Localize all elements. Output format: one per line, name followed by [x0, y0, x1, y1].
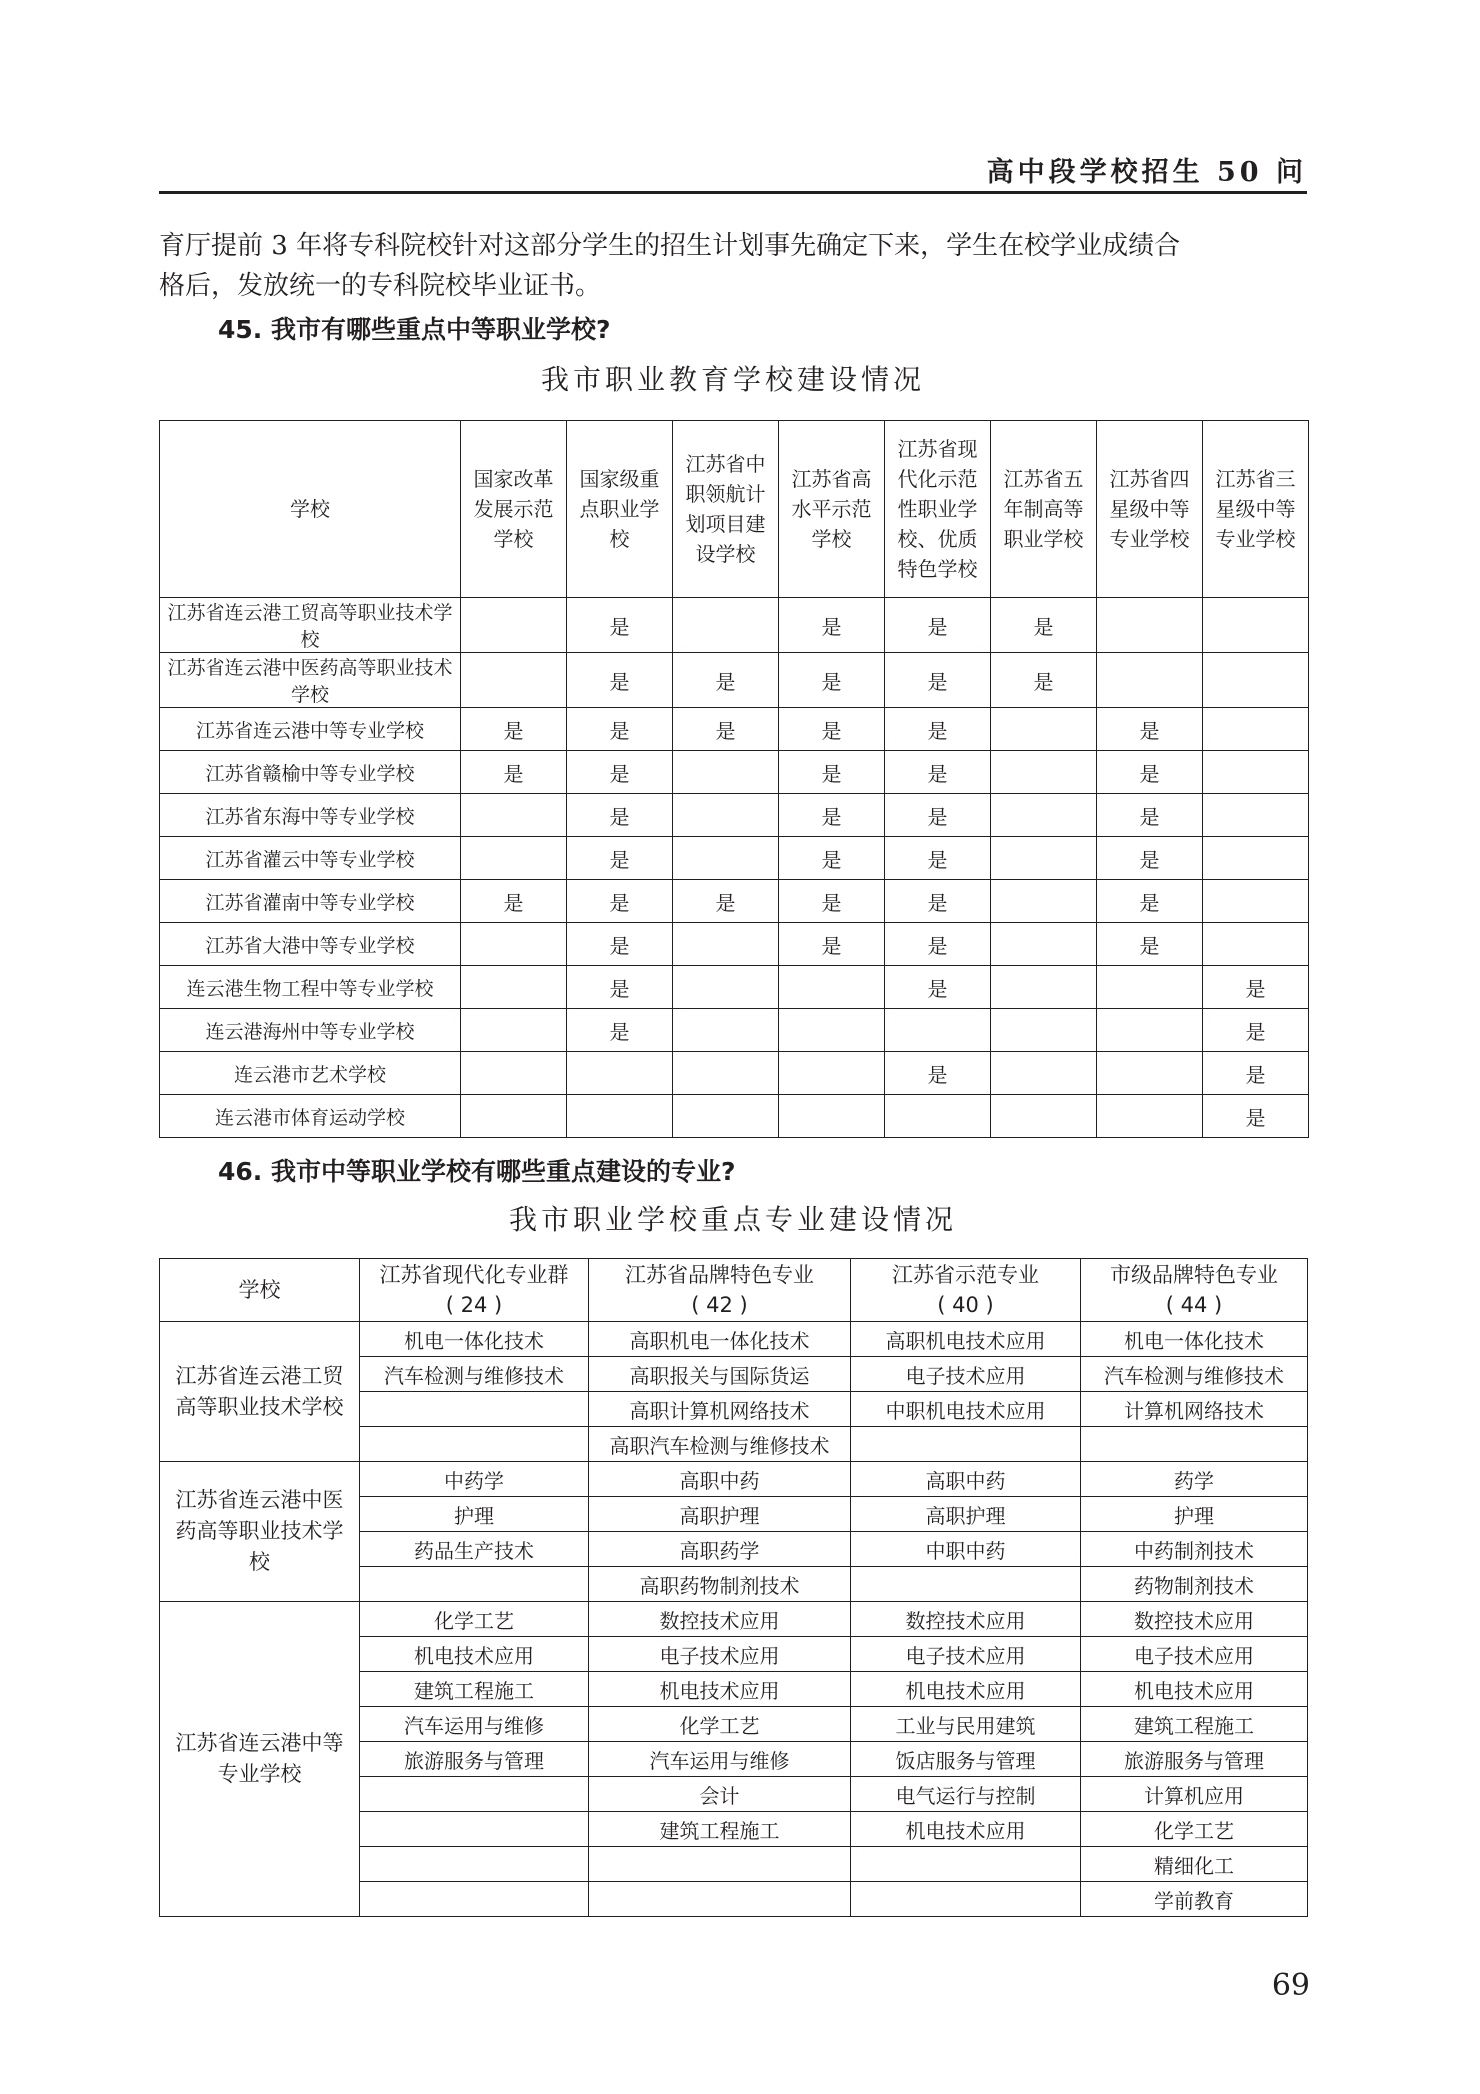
column-header-label: 江苏省四星级中等专业学校	[1109, 467, 1190, 551]
designation-cell: 是	[991, 598, 1097, 653]
column-header-label: 江苏省示范专业	[892, 1263, 1039, 1287]
column-header	[160, 421, 461, 598]
major-cell: 高职汽车检测与维修技术	[589, 1427, 851, 1462]
designation-cell: 是	[779, 751, 885, 794]
designation-cell	[673, 966, 779, 1009]
designation-cell	[779, 1052, 885, 1095]
table-row	[160, 966, 1309, 1009]
column-header-label: 国家改革发展示范学校	[473, 467, 554, 551]
designation-cell	[1203, 598, 1309, 653]
school-name-cell: 江苏省连云港工贸高等职业技术学校	[160, 1322, 360, 1462]
school-name-cell: 连云港生物工程中等专业学校	[160, 966, 461, 1009]
designation-cell: 是	[885, 708, 991, 751]
column-header	[567, 421, 673, 598]
column-header-label: 江苏省高水平示范学校	[791, 467, 872, 551]
major-cell: 药物制剂技术	[1081, 1567, 1308, 1602]
designation-cell	[885, 1095, 991, 1138]
major-cell: 建筑工程施工	[1081, 1707, 1308, 1742]
major-cell	[360, 1847, 589, 1882]
major-cell: 化学工艺	[360, 1602, 589, 1637]
major-cell: 高职药学	[589, 1532, 851, 1567]
table-row	[160, 1095, 1309, 1138]
column-header-label: 江苏省品牌特色专业	[625, 1263, 814, 1287]
designation-cell	[991, 1095, 1097, 1138]
major-cell	[360, 1392, 589, 1427]
school-name-cell: 江苏省灌南中等专业学校	[160, 880, 461, 923]
major-cell: 电气运行与控制	[851, 1777, 1081, 1812]
designation-cell: 是	[779, 794, 885, 837]
designation-cell: 是	[779, 923, 885, 966]
school-name-cell: 连云港市体育运动学校	[160, 1095, 461, 1138]
major-cell: 中药学	[360, 1462, 589, 1497]
major-cell: 机电技术应用	[589, 1672, 851, 1707]
designation-cell: 是	[1097, 708, 1203, 751]
major-cell: 精细化工	[1081, 1847, 1308, 1882]
designation-cell	[1203, 923, 1309, 966]
school-name-cell: 江苏省大港中等专业学校	[160, 923, 461, 966]
major-cell: 中职机电技术应用	[851, 1392, 1081, 1427]
major-cell: 旅游服务与管理	[360, 1742, 589, 1777]
designation-cell	[991, 966, 1097, 1009]
column-header	[1081, 1259, 1308, 1322]
major-cell: 汽车检测与维修技术	[360, 1357, 589, 1392]
designation-cell: 是	[461, 708, 567, 751]
designation-cell	[461, 1009, 567, 1052]
designation-cell	[1203, 751, 1309, 794]
major-cell: 高职药物制剂技术	[589, 1567, 851, 1602]
designation-cell: 是	[1097, 880, 1203, 923]
designation-cell: 是	[1203, 1095, 1309, 1138]
major-cell	[589, 1847, 851, 1882]
column-header	[673, 421, 779, 598]
designation-cell: 是	[567, 880, 673, 923]
column-header-label: 江苏省三星级中等专业学校	[1215, 467, 1296, 551]
designation-cell: 是	[885, 751, 991, 794]
designation-cell	[991, 837, 1097, 880]
designation-cell: 是	[779, 708, 885, 751]
designation-cell	[1203, 794, 1309, 837]
designation-cell: 是	[567, 794, 673, 837]
major-cell: 高职机电技术应用	[851, 1322, 1081, 1357]
table-row	[160, 708, 1309, 751]
major-cell: 旅游服务与管理	[1081, 1742, 1308, 1777]
table-row	[160, 1602, 1308, 1637]
designation-cell: 是	[461, 880, 567, 923]
column-header-count: ( 40 )	[937, 1293, 994, 1317]
designation-cell: 是	[779, 880, 885, 923]
major-cell: 机电技术应用	[1081, 1672, 1308, 1707]
column-header	[779, 421, 885, 598]
major-cell	[360, 1567, 589, 1602]
major-cell	[360, 1882, 589, 1917]
column-header-label: 国家级重点职业学校	[579, 467, 660, 551]
table-row	[160, 653, 1309, 708]
designation-cell: 是	[1097, 751, 1203, 794]
major-cell: 中职中药	[851, 1532, 1081, 1567]
major-cell: 中药制剂技术	[1081, 1532, 1308, 1567]
major-cell: 高职报关与国际货运	[589, 1357, 851, 1392]
designation-cell: 是	[885, 794, 991, 837]
designation-cell	[461, 794, 567, 837]
major-cell: 计算机应用	[1081, 1777, 1308, 1812]
column-header	[589, 1259, 851, 1322]
designation-cell: 是	[567, 1009, 673, 1052]
column-header-label: 学校	[290, 497, 330, 521]
designation-cell	[1097, 598, 1203, 653]
designation-cell: 是	[779, 653, 885, 708]
designation-cell: 是	[1097, 837, 1203, 880]
table-header-row	[160, 1259, 1308, 1322]
designation-cell: 是	[1097, 923, 1203, 966]
major-cell: 高职中药	[589, 1462, 851, 1497]
column-header	[360, 1259, 589, 1322]
designation-cell	[991, 1009, 1097, 1052]
column-header-label: 江苏省现代化示范性职业学校、优质特色学校	[897, 437, 978, 581]
designation-cell	[1097, 1095, 1203, 1138]
designation-cell	[779, 1009, 885, 1052]
column-header	[885, 421, 991, 598]
designation-cell: 是	[885, 653, 991, 708]
school-name-cell: 连云港市艺术学校	[160, 1052, 461, 1095]
designation-cell	[673, 1052, 779, 1095]
major-cell: 数控技术应用	[589, 1602, 851, 1637]
designation-cell	[991, 880, 1097, 923]
column-header-label: 市级品牌特色专业	[1110, 1263, 1278, 1287]
table1-title: 我市职业教育学校建设情况	[540, 363, 925, 396]
designation-cell: 是	[1097, 794, 1203, 837]
designation-cell	[673, 923, 779, 966]
major-cell: 电子技术应用	[1081, 1637, 1308, 1672]
column-header-count: ( 44 )	[1165, 1293, 1223, 1317]
designation-cell	[991, 708, 1097, 751]
designation-cell	[1203, 880, 1309, 923]
column-header	[851, 1259, 1081, 1322]
paragraph-line: 格后，发放统一的专科院校毕业证书。	[159, 271, 602, 301]
designation-cell: 是	[885, 880, 991, 923]
designation-cell: 是	[567, 598, 673, 653]
designation-cell	[567, 1095, 673, 1138]
designation-cell	[673, 794, 779, 837]
page-number: 69	[1271, 1968, 1310, 2003]
major-cell: 机电技术应用	[360, 1637, 589, 1672]
designation-cell: 是	[567, 837, 673, 880]
designation-cell	[461, 923, 567, 966]
major-cell	[360, 1427, 589, 1462]
major-cell	[360, 1777, 589, 1812]
major-cell: 机电技术应用	[851, 1812, 1081, 1847]
major-cell: 机电技术应用	[851, 1672, 1081, 1707]
table-row	[160, 1052, 1309, 1095]
school-name-cell: 江苏省赣榆中等专业学校	[160, 751, 461, 794]
designation-cell	[1097, 1009, 1203, 1052]
designation-cell	[673, 598, 779, 653]
major-cell	[851, 1567, 1081, 1602]
major-cell	[360, 1812, 589, 1847]
column-header-label: 江苏省中职领航计划项目建设学校	[685, 452, 766, 566]
major-cell: 护理	[360, 1497, 589, 1532]
designation-cell: 是	[1203, 966, 1309, 1009]
column-header	[160, 1259, 360, 1322]
major-cell: 建筑工程施工	[589, 1812, 851, 1847]
column-header-label: 江苏省五年制高等职业学校	[1003, 467, 1084, 551]
major-cell: 汽车运用与维修	[360, 1707, 589, 1742]
question-45-heading: 45. 我市有哪些重点中等职业学校?	[218, 315, 611, 344]
designation-cell	[461, 653, 567, 708]
column-header	[1203, 421, 1309, 598]
major-cell: 高职中药	[851, 1462, 1081, 1497]
designation-cell	[673, 751, 779, 794]
major-cell	[589, 1882, 851, 1917]
column-header-count: ( 42 )	[691, 1293, 748, 1317]
school-name-cell: 江苏省连云港工贸高等职业技术学校	[160, 598, 461, 653]
designation-cell	[461, 966, 567, 1009]
running-head: 高中段学校招生 50 问	[986, 157, 1307, 188]
major-cell: 饭店服务与管理	[851, 1742, 1081, 1777]
designation-cell	[991, 1052, 1097, 1095]
major-cell	[1081, 1427, 1308, 1462]
school-name-cell: 江苏省连云港中等专业学校	[160, 1602, 360, 1917]
major-cell: 高职机电一体化技术	[589, 1322, 851, 1357]
designation-cell	[991, 923, 1097, 966]
major-cell: 机电一体化技术	[1081, 1322, 1308, 1357]
designation-cell	[673, 837, 779, 880]
table-header-row	[160, 421, 1309, 598]
designation-cell: 是	[567, 923, 673, 966]
designation-cell	[779, 1095, 885, 1138]
major-cell: 机电一体化技术	[360, 1322, 589, 1357]
major-cell: 工业与民用建筑	[851, 1707, 1081, 1742]
major-cell: 护理	[1081, 1497, 1308, 1532]
major-cell: 汽车检测与维修技术	[1081, 1357, 1308, 1392]
designation-cell: 是	[567, 708, 673, 751]
designation-cell	[567, 1052, 673, 1095]
designation-cell: 是	[779, 598, 885, 653]
table-row	[160, 880, 1309, 923]
school-name-cell: 江苏省连云港中等专业学校	[160, 708, 461, 751]
major-cell: 高职计算机网络技术	[589, 1392, 851, 1427]
column-header-label: 江苏省现代化专业群	[379, 1263, 569, 1287]
designation-cell	[461, 1052, 567, 1095]
major-cell: 化学工艺	[589, 1707, 851, 1742]
school-name-cell: 江苏省连云港中医药高等职业技术学校	[160, 653, 461, 708]
column-header	[1097, 421, 1203, 598]
designation-cell	[1097, 1052, 1203, 1095]
table-row	[160, 837, 1309, 880]
major-cell: 计算机网络技术	[1081, 1392, 1308, 1427]
major-cell: 药学	[1081, 1462, 1308, 1497]
designation-cell: 是	[779, 837, 885, 880]
designation-cell	[461, 837, 567, 880]
designation-cell	[673, 1095, 779, 1138]
table-row	[160, 1462, 1308, 1497]
major-cell: 电子技术应用	[589, 1637, 851, 1672]
major-cell: 高职护理	[851, 1497, 1081, 1532]
major-cell: 数控技术应用	[1081, 1602, 1308, 1637]
designation-cell: 是	[673, 880, 779, 923]
major-cell	[851, 1882, 1081, 1917]
table-row	[160, 1322, 1308, 1357]
table-row	[160, 751, 1309, 794]
designation-cell: 是	[885, 598, 991, 653]
column-header	[991, 421, 1097, 598]
major-cell: 电子技术应用	[851, 1637, 1081, 1672]
designation-cell	[779, 966, 885, 1009]
designation-cell: 是	[673, 653, 779, 708]
designation-cell: 是	[567, 751, 673, 794]
major-cell: 药品生产技术	[360, 1532, 589, 1567]
designation-cell: 是	[1203, 1052, 1309, 1095]
designation-cell: 是	[885, 923, 991, 966]
major-cell	[851, 1427, 1081, 1462]
table-row	[160, 598, 1309, 653]
major-cell: 数控技术应用	[851, 1602, 1081, 1637]
major-cell: 建筑工程施工	[360, 1672, 589, 1707]
designation-cell	[461, 1095, 567, 1138]
designation-cell: 是	[673, 708, 779, 751]
designation-cell	[991, 751, 1097, 794]
table2-title: 我市职业学校重点专业建设情况	[508, 1203, 957, 1236]
school-name-cell: 连云港海州中等专业学校	[160, 1009, 461, 1052]
column-header	[461, 421, 567, 598]
school-name-cell: 江苏省灌云中等专业学校	[160, 837, 461, 880]
table-row	[160, 1009, 1309, 1052]
paragraph-line: 育厅提前 3 年将专科院校针对这部分学生的招生计划事先确定下来，学生在校学业成绩合	[159, 231, 1181, 261]
designation-cell: 是	[461, 751, 567, 794]
schools-table	[159, 420, 1309, 1138]
designation-cell: 是	[991, 653, 1097, 708]
designation-cell: 是	[567, 966, 673, 1009]
designation-cell	[1203, 708, 1309, 751]
header-rule	[159, 191, 1307, 194]
column-header-label: 学校	[238, 1278, 281, 1302]
major-cell: 电子技术应用	[851, 1357, 1081, 1392]
designation-cell: 是	[885, 1052, 991, 1095]
major-cell: 会计	[589, 1777, 851, 1812]
major-cell: 汽车运用与维修	[589, 1742, 851, 1777]
major-cell: 学前教育	[1081, 1882, 1308, 1917]
designation-cell: 是	[567, 653, 673, 708]
designation-cell	[673, 1009, 779, 1052]
major-cell	[851, 1847, 1081, 1882]
designation-cell: 是	[885, 837, 991, 880]
major-cell: 化学工艺	[1081, 1812, 1308, 1847]
designation-cell	[885, 1009, 991, 1052]
major-cell: 高职护理	[589, 1497, 851, 1532]
school-name-cell: 江苏省连云港中医药高等职业技术学校	[160, 1462, 360, 1602]
designation-cell: 是	[1203, 1009, 1309, 1052]
designation-cell	[1203, 837, 1309, 880]
majors-table	[159, 1258, 1308, 1917]
designation-cell: 是	[885, 966, 991, 1009]
designation-cell	[1097, 966, 1203, 1009]
designation-cell	[1203, 653, 1309, 708]
school-name-cell: 江苏省东海中等专业学校	[160, 794, 461, 837]
designation-cell	[461, 598, 567, 653]
table-row	[160, 794, 1309, 837]
question-46-heading: 46. 我市中等职业学校有哪些重点建设的专业?	[218, 1157, 736, 1186]
table-row	[160, 923, 1309, 966]
designation-cell	[1097, 653, 1203, 708]
column-header-count: ( 24 )	[445, 1293, 503, 1317]
designation-cell	[991, 794, 1097, 837]
